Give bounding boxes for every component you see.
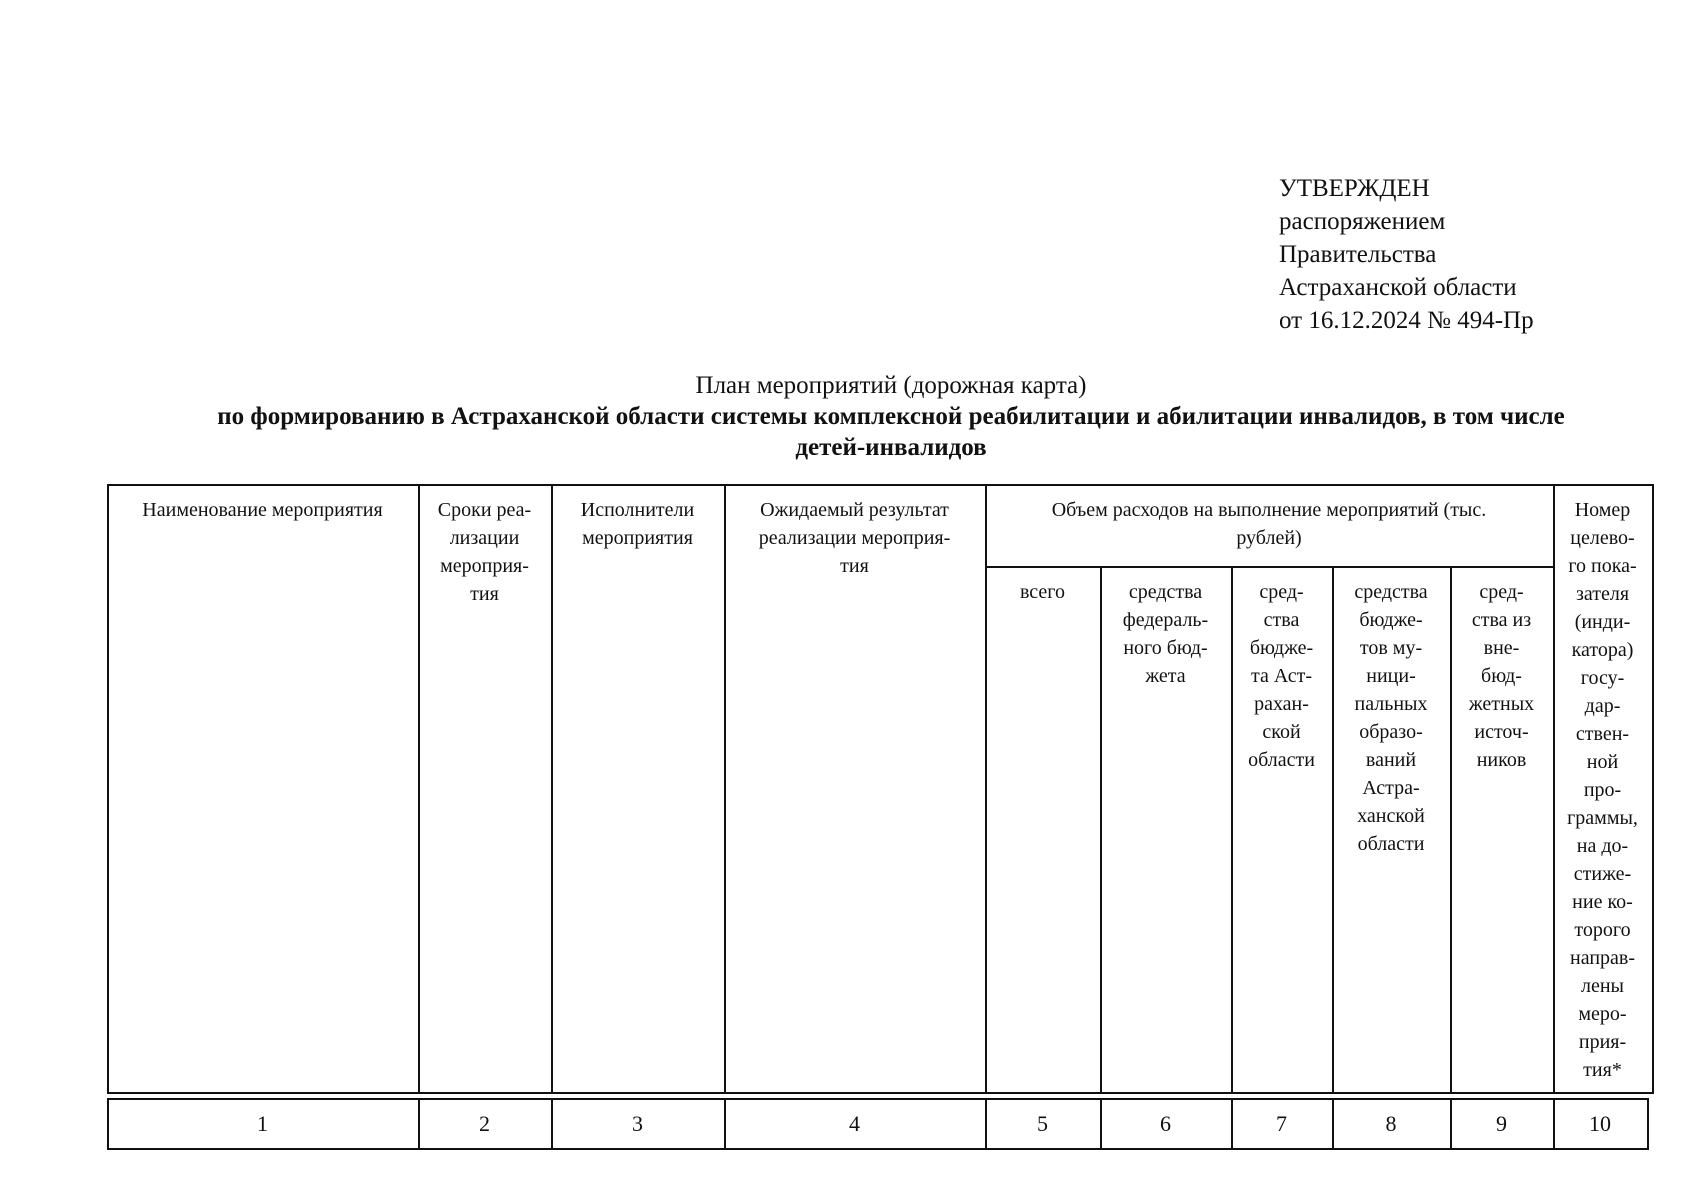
column-border xyxy=(1332,566,1334,1094)
approval-line: Астраханской области xyxy=(1279,274,1517,301)
header-text-line: области xyxy=(1248,749,1315,771)
header-text-line: госу- xyxy=(1580,667,1625,689)
header-federal-budget xyxy=(1100,566,1231,690)
column-border xyxy=(551,484,553,1094)
header-text-line: сред- xyxy=(1259,581,1304,603)
header-text-line: ханской xyxy=(1357,805,1425,827)
header-text-line: прия- xyxy=(1578,1031,1627,1053)
header-text-line: стиже- xyxy=(1573,863,1632,885)
header-text-line: федераль- xyxy=(1122,609,1209,631)
header-text-line: мероприятия xyxy=(582,527,693,549)
number-row-bottom-border xyxy=(107,1148,1649,1150)
header-bottom-border xyxy=(107,1092,1652,1094)
column-border xyxy=(1450,566,1452,1094)
header-text-line: ного бюд- xyxy=(1123,637,1208,659)
approval-line: распоряжением xyxy=(1279,208,1446,235)
header-text-line: области xyxy=(1357,833,1425,855)
header-text-line: ници- xyxy=(1366,665,1416,687)
header-text-line: Исполнители xyxy=(580,499,695,521)
header-text-line: про- xyxy=(1583,779,1622,801)
header-text-line: вне- xyxy=(1483,637,1520,659)
header-indicator-number xyxy=(1553,484,1652,1084)
header-text-line: целево- xyxy=(1570,527,1635,549)
number-row-column-border xyxy=(1647,1098,1649,1148)
header-terms xyxy=(418,484,551,608)
header-expected-result xyxy=(724,484,985,580)
column-number: 1 xyxy=(257,1111,268,1136)
column-number: 7 xyxy=(1276,1111,1287,1136)
header-text-line: тия xyxy=(470,583,499,605)
column-number: 6 xyxy=(1160,1111,1171,1136)
header-regional-budget xyxy=(1231,566,1332,774)
header-text-line: Объем расходов на выполнение мероприятий (тыс. xyxy=(1051,499,1487,521)
header-text-line: всего xyxy=(1019,581,1066,603)
header-text-line: Наименование мероприятия xyxy=(142,499,383,521)
title-line-1: План мероприятий (дорожная карта) xyxy=(695,372,1087,399)
title-line-2: по формированию в Астраханской области системы комплексной реабилитации и абилитации инвалидов, в том числе детей-инвалидов xyxy=(217,403,1565,461)
header-text-line: Сроки реа- xyxy=(437,499,532,521)
header-text-line: сред- xyxy=(1479,581,1524,603)
header-text-line: зателя xyxy=(1575,583,1630,605)
header-text-line: рублей) xyxy=(1236,527,1302,549)
header-text-line: катора) xyxy=(1571,639,1634,661)
header-text-line: бюдже- xyxy=(1359,609,1423,631)
header-text-line: ствен- xyxy=(1575,723,1630,745)
header-text-line: го пока- xyxy=(1568,555,1637,577)
approval-heading: УТВЕРЖДЕН xyxy=(1279,175,1430,202)
header-text-line: реализации мероприя- xyxy=(758,527,951,549)
header-text-line: бюдже- xyxy=(1249,637,1314,659)
column-border xyxy=(107,484,109,1094)
header-text-line: ства из xyxy=(1471,609,1532,631)
header-text-line: (инди- xyxy=(1574,611,1631,633)
column-border xyxy=(985,484,987,1094)
header-text-line: граммы, xyxy=(1567,807,1638,829)
header-text-line: жетных xyxy=(1468,693,1535,715)
table-top-border xyxy=(107,484,1652,486)
column-number: 3 xyxy=(632,1111,643,1136)
header-text-line: образо- xyxy=(1359,721,1423,743)
header-event-name xyxy=(107,484,418,524)
approval-date-number: от 16.12.2024 № 494-Пр xyxy=(1279,307,1534,334)
column-number: 8 xyxy=(1385,1111,1397,1136)
header-text-line: тия xyxy=(840,555,869,577)
column-border xyxy=(418,484,420,1094)
column-border xyxy=(1100,566,1102,1094)
header-text-line: меро- xyxy=(1578,1003,1627,1025)
header-text-line: Астра- xyxy=(1362,777,1420,799)
header-extrabudgetary xyxy=(1450,566,1553,774)
column-border xyxy=(1231,566,1233,1094)
header-text-line: лизации xyxy=(449,527,520,549)
header-text-line: Номер xyxy=(1574,499,1631,521)
header-text-line: бюд- xyxy=(1481,665,1522,687)
header-text-line: направ- xyxy=(1570,947,1635,969)
header-text-line: жета xyxy=(1145,665,1186,687)
header-text-line: пальных xyxy=(1354,693,1428,715)
header-text-line: ской xyxy=(1262,721,1301,743)
column-border xyxy=(1553,484,1555,1094)
header-expenses-group xyxy=(985,484,1553,552)
approval-line: Правительства xyxy=(1279,241,1437,268)
column-number: 5 xyxy=(1037,1111,1048,1136)
header-text-line: средства xyxy=(1354,581,1428,603)
subheader-divider xyxy=(985,566,1553,568)
header-text-line: та Аст- xyxy=(1250,665,1313,687)
header-text-line: ства xyxy=(1263,609,1300,631)
column-border xyxy=(724,484,726,1094)
header-text-line: торого xyxy=(1574,919,1631,941)
column-number: 4 xyxy=(849,1111,860,1136)
header-text-line: мероприя- xyxy=(440,555,529,577)
header-text-line: дар- xyxy=(1584,695,1621,717)
header-text-line: тия* xyxy=(1583,1059,1622,1081)
column-number: 2 xyxy=(479,1111,490,1136)
header-total xyxy=(985,566,1100,606)
header-text-line: источ- xyxy=(1474,721,1529,743)
header-executors xyxy=(551,484,724,552)
column-number: 9 xyxy=(1496,1111,1507,1136)
header-text-line: тов му- xyxy=(1359,637,1423,659)
header-text-line: на до- xyxy=(1576,835,1629,857)
header-text-line: рахан- xyxy=(1254,693,1309,715)
header-text-line: ваний xyxy=(1365,749,1417,771)
header-text-line: ников xyxy=(1476,749,1527,771)
column-border xyxy=(1652,484,1654,1094)
header-text-line: ние ко- xyxy=(1572,891,1633,913)
header-text-line: средства xyxy=(1128,581,1203,603)
column-number: 10 xyxy=(1589,1111,1611,1136)
header-text-line: ной xyxy=(1586,751,1619,773)
header-municipal-budget xyxy=(1332,566,1450,858)
header-text-line: Ожидаемый результат xyxy=(760,499,949,521)
header-text-line: лены xyxy=(1581,975,1624,997)
